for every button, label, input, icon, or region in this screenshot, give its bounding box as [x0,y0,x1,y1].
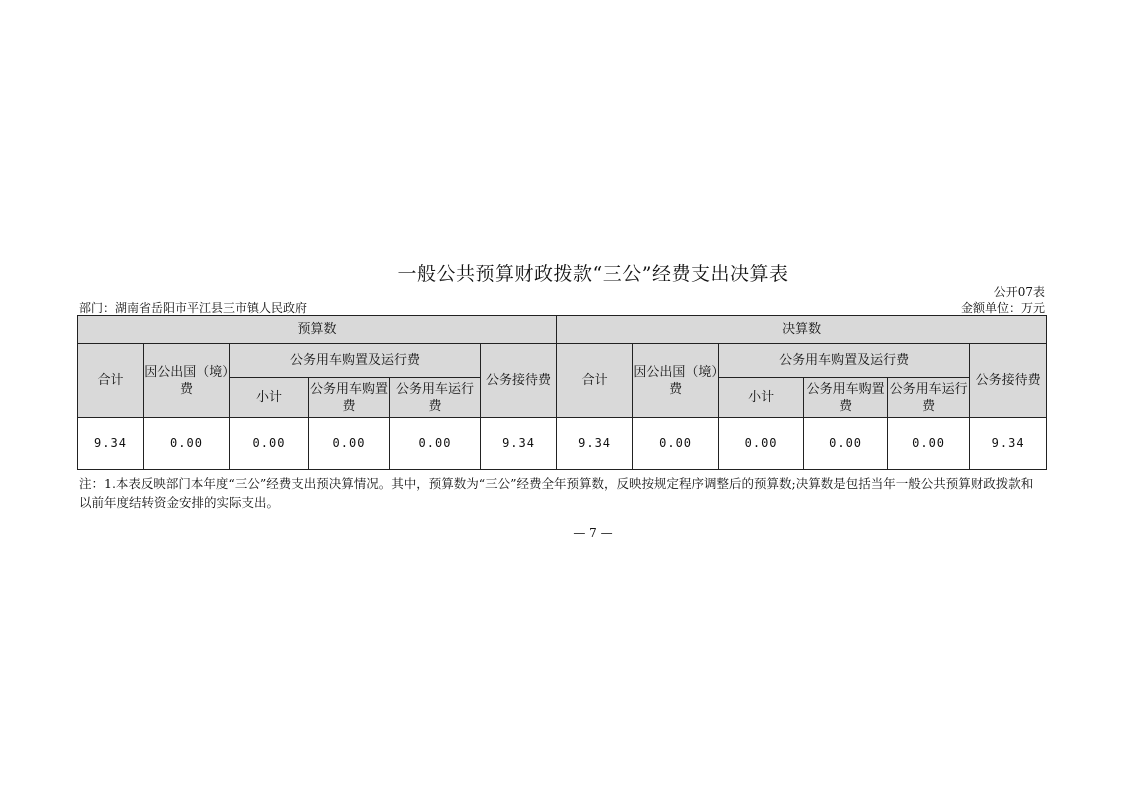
budget-subtotal-header: 小计 [230,378,309,418]
final-abroad-cell: 0.00 [633,418,719,470]
final-group-header: 决算数 [557,316,1047,344]
budget-group-header: 预算数 [78,316,557,344]
budget-purchase-header: 公务用车购置费 [309,378,390,418]
amount-unit: 金额单位：万元 [960,301,1045,315]
table-note: 注：1.本表反映部门本年度“三公”经费支出预决算情况。其中，预算数为“三公”经费全年预算数，反映按规定程序调整后的预算数;决算数是包括当年一般公共预算财政拨款和以前年度结转资金安排的实际支出。 [79,476,1034,510]
final-total-header: 合计 [557,344,633,418]
final-subtotal-header: 小计 [719,378,804,418]
final-abroad-header: 因公出国（境）费 [633,344,719,418]
budget-reception-cell: 9.34 [481,418,557,470]
budget-vehicle-subtotal-cell: 0.00 [230,418,309,470]
table-row [78,418,1047,470]
budget-reception-header: 公务接待费 [481,344,557,418]
final-purchase-header: 公务用车购置费 [804,378,888,418]
final-total-cell: 9.34 [557,418,633,470]
final-vehicle-subtotal-cell: 0.00 [719,418,804,470]
department-label: 部门：湖南省岳阳市平江县三市镇人民政府 [79,301,308,315]
final-reception-cell: 9.34 [970,418,1047,470]
final-operation-header: 公务用车运行费 [888,378,970,418]
three-public-expense-table [77,315,1047,470]
budget-total-cell: 9.34 [78,418,144,470]
budget-vehicle-operation-cell: 0.00 [390,418,481,470]
budget-vehicle-header: 公务用车购置及运行费 [230,344,481,378]
budget-vehicle-purchase-cell: 0.00 [309,418,390,470]
final-reception-header: 公务接待费 [970,344,1047,418]
final-vehicle-purchase-cell: 0.00 [804,418,888,470]
budget-total-header: 合计 [78,344,144,418]
form-code: 公开07表 [993,285,1045,299]
budget-abroad-header: 因公出国（境）费 [144,344,230,418]
budget-operation-header: 公务用车运行费 [390,378,481,418]
budget-abroad-cell: 0.00 [144,418,230,470]
page-number: — 7 — [573,526,613,540]
final-vehicle-operation-cell: 0.00 [888,418,970,470]
report-title: 一般公共预算财政拨款“三公”经费支出决算表 [397,263,789,285]
final-vehicle-header: 公务用车购置及运行费 [719,344,970,378]
